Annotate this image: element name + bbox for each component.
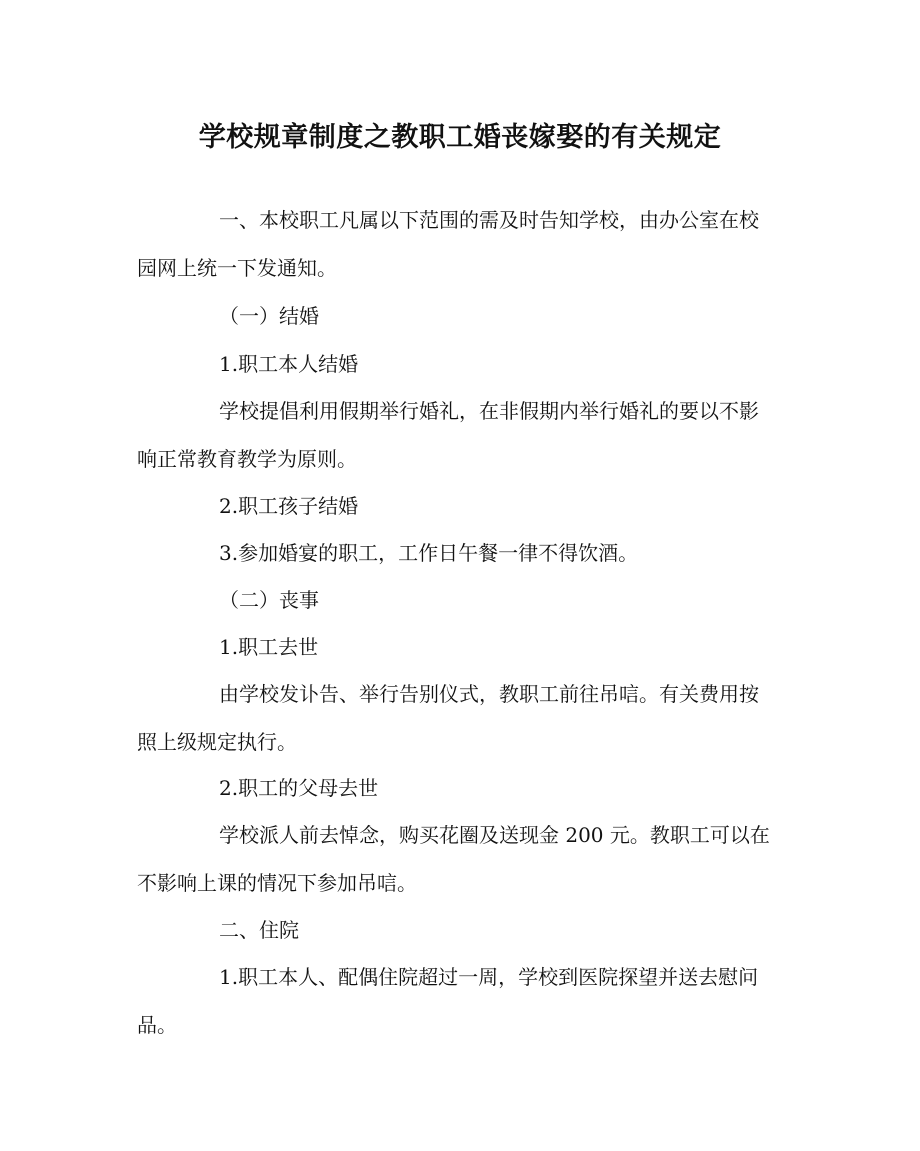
heading-marriage <box>137 292 792 340</box>
item-hospital-visit <box>137 953 792 1049</box>
item-wedding-banquet <box>137 529 792 577</box>
paragraph-line: 2.职工的父母去世 <box>219 776 379 800</box>
paragraph-line: 不影响上课的情况下参加吊唁。 <box>137 871 417 895</box>
paragraph-line: 学校派人前去悼念，购买花圈及送现金 200 元。教职工可以在 <box>219 823 770 847</box>
paragraph-1 <box>137 196 792 292</box>
paragraph-line: 2.职工孩子结婚 <box>219 494 359 518</box>
item-staff-marriage <box>137 340 792 388</box>
document-title: 学校规章制度之教职工婚丧嫁娶的有关规定 <box>198 122 722 153</box>
item-parent-death <box>137 764 792 812</box>
paragraph-line: （二）丧事 <box>219 588 319 612</box>
paragraph-line: 照上级规定执行。 <box>137 730 297 754</box>
paragraph-line: 一、本校职工凡属以下范围的需及时告知学校，由办公室在校 <box>219 208 759 232</box>
paragraph-obituary-policy <box>137 670 792 766</box>
paragraph-line: 园网上统一下发通知。 <box>137 256 337 280</box>
paragraph-wedding-policy <box>137 387 792 483</box>
paragraph-line: 由学校发讣告、举行告别仪式，教职工前往吊唁。有关费用按 <box>219 682 759 706</box>
paragraph-line: （一）结婚 <box>219 304 319 328</box>
heading-funeral <box>137 576 792 624</box>
paragraph-line: 品。 <box>137 1013 177 1037</box>
paragraph-line: 3.参加婚宴的职工，工作日午餐一律不得饮酒。 <box>219 541 639 565</box>
paragraph-line: 1.职工去世 <box>219 635 319 659</box>
paragraph-line: 1.职工本人、配偶住院超过一周，学校到医院探望并送去慰问 <box>219 965 759 989</box>
heading-hospitalization <box>137 906 792 954</box>
item-staff-death <box>137 623 792 671</box>
paragraph-condolence-policy <box>137 811 792 907</box>
paragraph-line: 二、住院 <box>219 918 299 942</box>
item-child-marriage <box>137 482 792 530</box>
paragraph-line: 1.职工本人结婚 <box>219 352 359 376</box>
paragraph-line: 响正常教育教学为原则。 <box>137 447 357 471</box>
paragraph-line: 学校提倡利用假期举行婚礼，在非假期内举行婚礼的要以不影 <box>219 399 759 423</box>
